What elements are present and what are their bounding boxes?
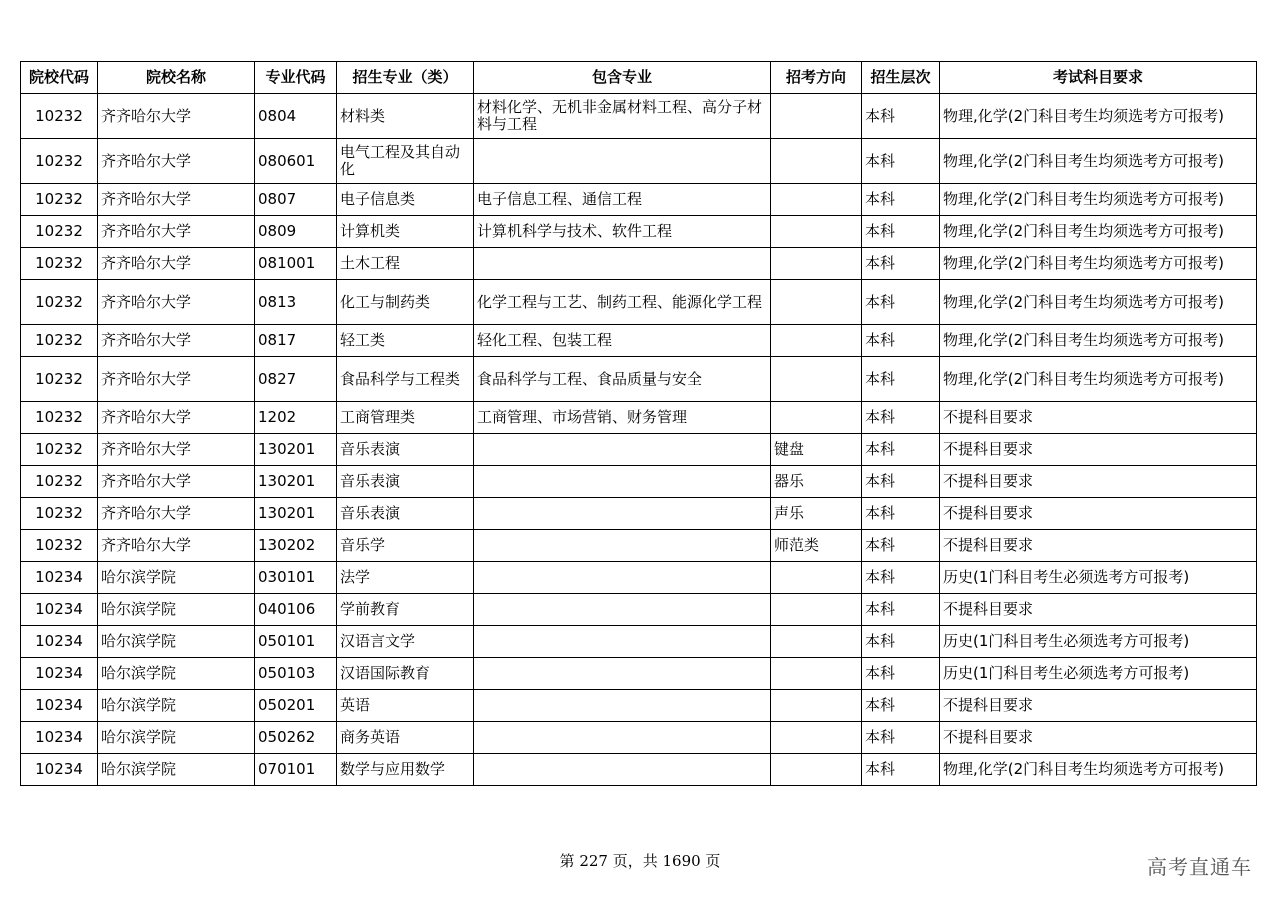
- page-number: 第 227 页，共 1690 页: [559, 852, 721, 870]
- cell-major-name: 音乐表演: [337, 498, 474, 530]
- cell-school-code: 10234: [21, 754, 98, 786]
- cell-school-name: 齐齐哈尔大学: [98, 248, 255, 280]
- cell-included-majors: 材料化学、无机非金属材料工程、高分子材料与工程: [474, 94, 771, 139]
- cell-direction: [771, 690, 862, 722]
- cell-major-name: 音乐表演: [337, 466, 474, 498]
- cell-school-name: 齐齐哈尔大学: [98, 139, 255, 184]
- cell-major-code: 1202: [255, 402, 337, 434]
- cell-major-name: 材料类: [337, 94, 474, 139]
- cell-subject-requirement: 物理,化学(2门科目考生均须选考方可报考): [940, 184, 1257, 216]
- cell-major-code: 050262: [255, 722, 337, 754]
- table-row: [21, 139, 1257, 184]
- cell-level: 本科: [862, 184, 940, 216]
- cell-school-name: 齐齐哈尔大学: [98, 216, 255, 248]
- cell-school-name: 哈尔滨学院: [98, 722, 255, 754]
- cell-included-majors: [474, 754, 771, 786]
- cell-major-code: 130201: [255, 498, 337, 530]
- cell-major-name: 汉语国际教育: [337, 658, 474, 690]
- header-subject-requirement: 考试科目要求: [940, 62, 1257, 94]
- cell-included-majors: [474, 594, 771, 626]
- cell-major-name: 电气工程及其自动化: [337, 139, 474, 184]
- cell-school-code: 10232: [21, 139, 98, 184]
- cell-school-code: 10232: [21, 402, 98, 434]
- cell-major-name: 电子信息类: [337, 184, 474, 216]
- cell-included-majors: 轻化工程、包装工程: [474, 325, 771, 357]
- cell-direction: [771, 94, 862, 139]
- cell-school-code: 10234: [21, 626, 98, 658]
- cell-included-majors: [474, 466, 771, 498]
- cell-school-code: 10234: [21, 722, 98, 754]
- watermark-text: 高考直通车: [1147, 855, 1252, 879]
- cell-included-majors: [474, 498, 771, 530]
- cell-level: 本科: [862, 466, 940, 498]
- cell-school-code: 10234: [21, 562, 98, 594]
- cell-direction: [771, 658, 862, 690]
- cell-level: 本科: [862, 658, 940, 690]
- cell-level: 本科: [862, 530, 940, 562]
- cell-major-code: 050103: [255, 658, 337, 690]
- cell-level: 本科: [862, 626, 940, 658]
- cell-subject-requirement: 不提科目要求: [940, 402, 1257, 434]
- cell-major-code: 130202: [255, 530, 337, 562]
- cell-major-name: 音乐学: [337, 530, 474, 562]
- cell-major-name: 化工与制药类: [337, 280, 474, 325]
- cell-school-code: 10232: [21, 434, 98, 466]
- cell-major-code: 080601: [255, 139, 337, 184]
- cell-direction: [771, 248, 862, 280]
- cell-direction: 器乐: [771, 466, 862, 498]
- cell-level: 本科: [862, 357, 940, 402]
- cell-included-majors: [474, 626, 771, 658]
- cell-major-code: 0827: [255, 357, 337, 402]
- cell-school-code: 10232: [21, 357, 98, 402]
- cell-level: 本科: [862, 754, 940, 786]
- cell-school-name: 齐齐哈尔大学: [98, 357, 255, 402]
- cell-level: 本科: [862, 594, 940, 626]
- cell-level: 本科: [862, 94, 940, 139]
- cell-subject-requirement: 物理,化学(2门科目考生均须选考方可报考): [940, 139, 1257, 184]
- cell-school-name: 齐齐哈尔大学: [98, 498, 255, 530]
- cell-major-name: 数学与应用数学: [337, 754, 474, 786]
- cell-subject-requirement: 物理,化学(2门科目考生均须选考方可报考): [940, 325, 1257, 357]
- cell-school-name: 齐齐哈尔大学: [98, 184, 255, 216]
- table-row: [21, 94, 1257, 139]
- table-row: [21, 722, 1257, 754]
- cell-school-code: 10232: [21, 94, 98, 139]
- cell-subject-requirement: 物理,化学(2门科目考生均须选考方可报考): [940, 754, 1257, 786]
- cell-major-code: 040106: [255, 594, 337, 626]
- cell-level: 本科: [862, 722, 940, 754]
- table-row: [21, 325, 1257, 357]
- cell-level: 本科: [862, 402, 940, 434]
- cell-direction: [771, 594, 862, 626]
- cell-included-majors: 电子信息工程、通信工程: [474, 184, 771, 216]
- cell-school-code: 10232: [21, 216, 98, 248]
- cell-school-name: 哈尔滨学院: [98, 658, 255, 690]
- cell-school-name: 齐齐哈尔大学: [98, 325, 255, 357]
- cell-major-code: 050201: [255, 690, 337, 722]
- cell-school-code: 10234: [21, 690, 98, 722]
- cell-direction: [771, 722, 862, 754]
- cell-school-name: 哈尔滨学院: [98, 754, 255, 786]
- cell-direction: [771, 357, 862, 402]
- cell-direction: [771, 139, 862, 184]
- table-row: [21, 402, 1257, 434]
- cell-school-name: 哈尔滨学院: [98, 626, 255, 658]
- cell-school-code: 10234: [21, 658, 98, 690]
- cell-direction: [771, 280, 862, 325]
- cell-direction: [771, 562, 862, 594]
- cell-subject-requirement: 物理,化学(2门科目考生均须选考方可报考): [940, 216, 1257, 248]
- cell-direction: [771, 754, 862, 786]
- cell-subject-requirement: 历史(1门科目考生必须选考方可报考): [940, 562, 1257, 594]
- cell-school-code: 10232: [21, 280, 98, 325]
- cell-level: 本科: [862, 280, 940, 325]
- cell-school-name: 齐齐哈尔大学: [98, 530, 255, 562]
- cell-major-name: 土木工程: [337, 248, 474, 280]
- cell-major-code: 030101: [255, 562, 337, 594]
- header-major-code: 专业代码: [255, 62, 337, 94]
- cell-school-name: 齐齐哈尔大学: [98, 466, 255, 498]
- cell-major-name: 法学: [337, 562, 474, 594]
- cell-direction: 声乐: [771, 498, 862, 530]
- cell-direction: [771, 216, 862, 248]
- cell-level: 本科: [862, 216, 940, 248]
- table-row: [21, 184, 1257, 216]
- cell-included-majors: 食品科学与工程、食品质量与安全: [474, 357, 771, 402]
- cell-major-name: 英语: [337, 690, 474, 722]
- cell-school-code: 10232: [21, 498, 98, 530]
- cell-level: 本科: [862, 562, 940, 594]
- cell-level: 本科: [862, 690, 940, 722]
- cell-school-name: 齐齐哈尔大学: [98, 94, 255, 139]
- table-row: [21, 530, 1257, 562]
- cell-major-name: 汉语言文学: [337, 626, 474, 658]
- cell-school-name: 齐齐哈尔大学: [98, 280, 255, 325]
- cell-level: 本科: [862, 248, 940, 280]
- table-row: [21, 690, 1257, 722]
- cell-direction: [771, 184, 862, 216]
- table-row: [21, 357, 1257, 402]
- cell-school-code: 10232: [21, 184, 98, 216]
- cell-major-code: 081001: [255, 248, 337, 280]
- cell-direction: 键盘: [771, 434, 862, 466]
- cell-direction: [771, 402, 862, 434]
- cell-direction: 师范类: [771, 530, 862, 562]
- cell-included-majors: [474, 690, 771, 722]
- cell-included-majors: 化学工程与工艺、制药工程、能源化学工程: [474, 280, 771, 325]
- cell-major-name: 计算机类: [337, 216, 474, 248]
- cell-subject-requirement: 物理,化学(2门科目考生均须选考方可报考): [940, 280, 1257, 325]
- table-row: [21, 594, 1257, 626]
- table-row: [21, 280, 1257, 325]
- cell-subject-requirement: 不提科目要求: [940, 594, 1257, 626]
- cell-included-majors: 工商管理、市场营销、财务管理: [474, 402, 771, 434]
- table-row: [21, 466, 1257, 498]
- cell-major-code: 0817: [255, 325, 337, 357]
- table-row: [21, 754, 1257, 786]
- cell-major-code: 130201: [255, 466, 337, 498]
- cell-major-name: 食品科学与工程类: [337, 357, 474, 402]
- cell-major-name: 工商管理类: [337, 402, 474, 434]
- cell-school-code: 10234: [21, 594, 98, 626]
- header-school-name: 院校名称: [98, 62, 255, 94]
- cell-major-name: 学前教育: [337, 594, 474, 626]
- header-direction: 招考方向: [771, 62, 862, 94]
- cell-direction: [771, 626, 862, 658]
- cell-included-majors: [474, 139, 771, 184]
- table-row: [21, 658, 1257, 690]
- cell-subject-requirement: 历史(1门科目考生必须选考方可报考): [940, 626, 1257, 658]
- cell-included-majors: [474, 248, 771, 280]
- cell-school-code: 10232: [21, 530, 98, 562]
- table-row: [21, 626, 1257, 658]
- cell-subject-requirement: 不提科目要求: [940, 466, 1257, 498]
- cell-major-code: 050101: [255, 626, 337, 658]
- cell-subject-requirement: 不提科目要求: [940, 530, 1257, 562]
- cell-subject-requirement: 不提科目要求: [940, 690, 1257, 722]
- cell-included-majors: [474, 722, 771, 754]
- cell-school-code: 10232: [21, 325, 98, 357]
- cell-major-name: 商务英语: [337, 722, 474, 754]
- cell-level: 本科: [862, 434, 940, 466]
- cell-subject-requirement: 物理,化学(2门科目考生均须选考方可报考): [940, 357, 1257, 402]
- cell-included-majors: [474, 562, 771, 594]
- cell-major-name: 音乐表演: [337, 434, 474, 466]
- cell-school-name: 齐齐哈尔大学: [98, 434, 255, 466]
- cell-school-code: 10232: [21, 248, 98, 280]
- cell-included-majors: [474, 530, 771, 562]
- cell-school-name: 哈尔滨学院: [98, 562, 255, 594]
- table-row: [21, 498, 1257, 530]
- table-row: [21, 562, 1257, 594]
- cell-major-code: 070101: [255, 754, 337, 786]
- cell-subject-requirement: 物理,化学(2门科目考生均须选考方可报考): [940, 248, 1257, 280]
- cell-major-code: 0804: [255, 94, 337, 139]
- cell-subject-requirement: 物理,化学(2门科目考生均须选考方可报考): [940, 94, 1257, 139]
- cell-major-name: 轻工类: [337, 325, 474, 357]
- table-row: [21, 434, 1257, 466]
- header-level: 招生层次: [862, 62, 940, 94]
- cell-included-majors: 计算机科学与技术、软件工程: [474, 216, 771, 248]
- cell-subject-requirement: 历史(1门科目考生必须选考方可报考): [940, 658, 1257, 690]
- cell-level: 本科: [862, 139, 940, 184]
- cell-subject-requirement: 不提科目要求: [940, 434, 1257, 466]
- cell-subject-requirement: 不提科目要求: [940, 498, 1257, 530]
- cell-major-code: 130201: [255, 434, 337, 466]
- cell-level: 本科: [862, 325, 940, 357]
- cell-school-name: 哈尔滨学院: [98, 690, 255, 722]
- table-header-row: [21, 62, 1257, 94]
- cell-direction: [771, 325, 862, 357]
- cell-level: 本科: [862, 498, 940, 530]
- cell-major-code: 0809: [255, 216, 337, 248]
- cell-school-name: 齐齐哈尔大学: [98, 402, 255, 434]
- header-included-majors: 包含专业: [474, 62, 771, 94]
- cell-subject-requirement: 不提科目要求: [940, 722, 1257, 754]
- table-body: [21, 94, 1257, 786]
- header-school-code: 院校代码: [21, 62, 98, 94]
- cell-major-code: 0807: [255, 184, 337, 216]
- admission-table: [20, 61, 1257, 786]
- table-row: [21, 216, 1257, 248]
- cell-school-code: 10232: [21, 466, 98, 498]
- header-major-name: 招生专业（类）: [337, 62, 474, 94]
- cell-major-code: 0813: [255, 280, 337, 325]
- cell-school-name: 哈尔滨学院: [98, 594, 255, 626]
- cell-included-majors: [474, 434, 771, 466]
- cell-included-majors: [474, 658, 771, 690]
- table-row: [21, 248, 1257, 280]
